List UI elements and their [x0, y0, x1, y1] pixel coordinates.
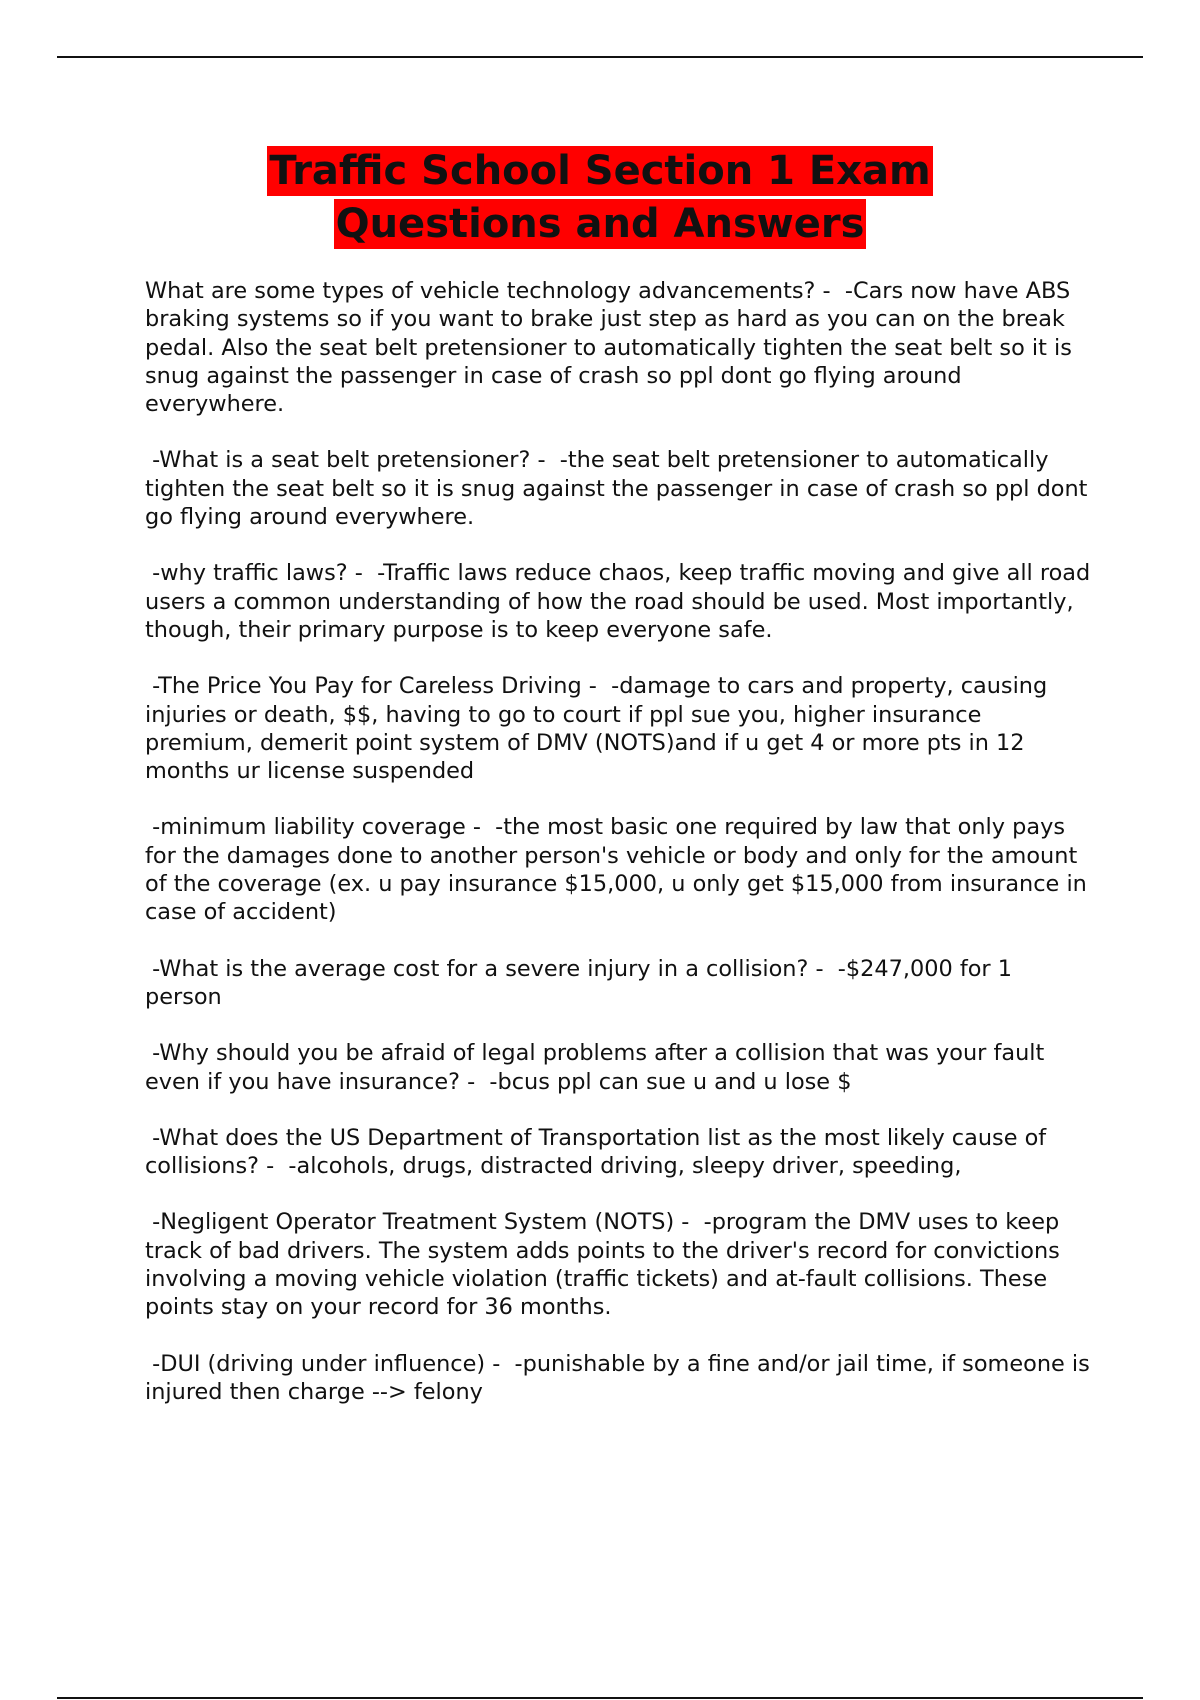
qa-entry-10: -DUI (driving under influence) - -punishable by a fine and/or jail time, if someone is injured then charge --> felony [145, 1350, 1097, 1405]
qa-entry-2: -What is a seat belt pretensioner? - -the seat belt pretensioner to automatically tighten the seat belt so it is snug against the passenger in case of crash so ppl dont go flying around everywhere. [145, 447, 1095, 531]
title-line-2: Questions and Answers [335, 201, 865, 247]
qa-entry-1: What are some types of vehicle technology advancements? - -Cars now have ABS braking systems so if you want to brake just step as hard as you can on the break pedal. Also the seat belt pretensioner to automatically tighten the seat belt so it is snug against the passenger in case of crash so ppl dont go flying around everywhere. [145, 278, 1080, 418]
qa-entry-7: -Why should you be afraid of legal problems after a collision that was your fault even if you have insurance? - -bcus ppl can sue u and u lose $ [145, 1040, 1052, 1095]
qa-entry-5: -minimum liability coverage - -the most basic one required by law that only pays for the damages done to another person's vehicle or body and only for the amount of the coverage (ex. u pay insurance $15,000, u only get $15,000 from insurance in case of accident) [145, 814, 1094, 926]
top-rule [57, 56, 1143, 58]
qa-entry-8: -What does the US Department of Transportation list as the most likely cause of collisions? - -alcohols, drugs, distracted driving, sleepy driver, speeding, [145, 1124, 1054, 1180]
page-title [0, 146, 1200, 252]
title-line-1: Traffic School Section 1 Exam [269, 148, 931, 194]
bottom-rule [57, 1697, 1143, 1699]
qa-list [145, 277, 1098, 1434]
qa-entry-9: -Negligent Operator Treatment System (NOTS) - -program the DMV uses to keep track of bad drivers. The system adds points to the driver's record for convictions involving a moving vehicle violation (traffic tickets) and at-fault collisions. These points stay on your record for 36 months. [145, 1209, 1067, 1321]
qa-entry-3: -why traffic laws? - -Traffic laws reduce chaos, keep traffic moving and give all road users a common understanding of how the road should be used. Most importantly, though, their primary purpose is to keep everyone safe. [145, 560, 1098, 643]
qa-entry-6: -What is the average cost for a severe injury in a collision? - -$247,000 for 1 person [145, 955, 1020, 1010]
qa-entry-4: -The Price You Pay for Careless Driving - -damage to cars and property, causing injuries or death, $$, having to go to court if ppl sue you, higher insurance premium, demerit point system of DMV (NOTS)and if u get 4 or more pts in 12 months ur license suspended [145, 673, 1055, 785]
